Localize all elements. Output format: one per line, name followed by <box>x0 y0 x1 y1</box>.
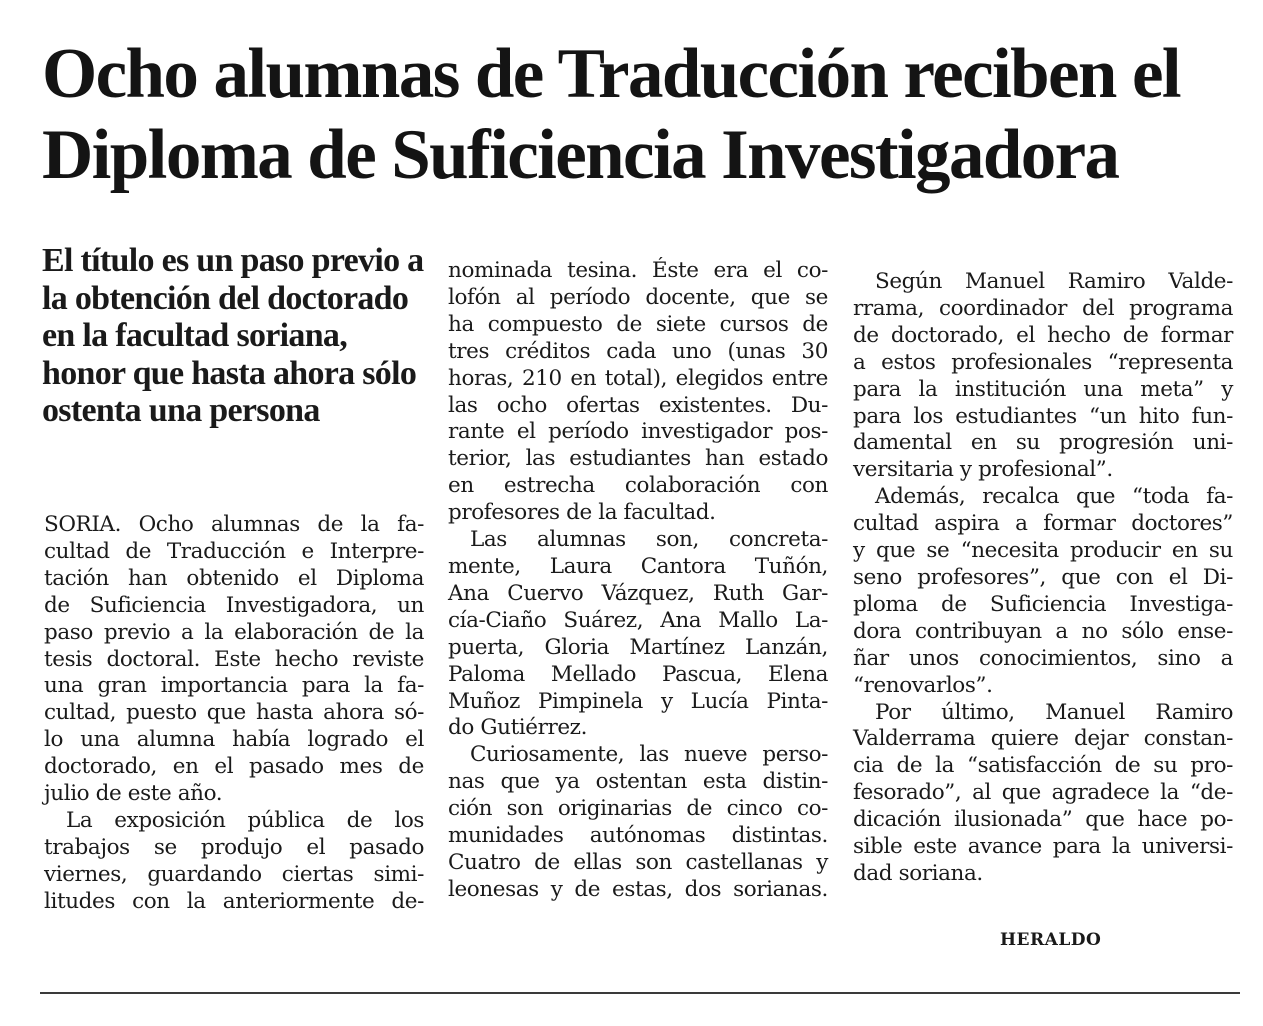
body-line: cia de la “satisfacción de su pro- <box>853 753 1233 779</box>
body-line: las ocho ofertas existentes. Du- <box>448 392 828 418</box>
body-line: a estos profesionales “representa <box>853 349 1233 375</box>
body-line: terior, las estudiantes han estado <box>448 446 828 472</box>
body-line: Además, recalca que “toda fa- <box>875 484 1233 510</box>
body-line: Según Manuel Ramiro Valde- <box>875 269 1233 294</box>
body-line: dora contribuyan a no sólo ense- <box>853 618 1233 644</box>
body-line: en estrecha colaboración con <box>448 473 828 499</box>
body-line: lofón al período docente, que se <box>448 284 828 310</box>
body-line: rrama, coordinador del programa <box>853 295 1233 321</box>
byline: HERALDO <box>1000 930 1102 950</box>
body-line: Por último, Manuel Ramiro <box>875 699 1233 725</box>
article-column-3 <box>853 269 1233 888</box>
body-line: una gran importancia para la fa- <box>44 673 424 699</box>
deck-line: honor que hasta ahora sólo <box>42 354 417 392</box>
deck <box>42 242 422 430</box>
body-line: dad soriana. <box>853 860 983 886</box>
body-line: Curiosamente, las nueve perso- <box>470 742 828 768</box>
body-line: viernes, guardando ciertas simi- <box>44 861 424 887</box>
deck-line: ostenta una persona <box>42 392 320 429</box>
body-line: do Gutiérrez. <box>448 715 588 741</box>
bottom-rule <box>40 992 1240 994</box>
body-line: para la institución una meta” y <box>853 376 1233 402</box>
article-column-1 <box>44 512 424 916</box>
body-line: cía-Ciaño Suárez, Ana Mallo La- <box>448 607 828 633</box>
headline-line: Diploma de Suficiencia Investigadora <box>42 116 1119 194</box>
headline <box>42 34 1242 196</box>
body-line: Valderrama quiere dejar constan- <box>853 726 1233 752</box>
body-line: nominada tesina. Éste era el co- <box>448 258 828 283</box>
body-line: puerta, Gloria Martínez Lanzán, <box>448 634 828 660</box>
body-line: mente, Laura Cantora Tuñón, <box>448 553 828 579</box>
deck-line: El título es un paso previo a <box>42 242 424 279</box>
body-line: nas que ya ostentan esta distin- <box>448 769 828 795</box>
body-line: ploma de Suficiencia Investiga- <box>853 591 1233 617</box>
body-line: julio de este año. <box>44 781 223 807</box>
body-line: cultad de Traducción e Interpre- <box>44 538 424 564</box>
body-line: damental en su progresión uni- <box>853 430 1233 456</box>
body-line: de doctorado, el hecho de formar <box>853 322 1233 348</box>
body-line: Las alumnas son, concreta- <box>470 527 828 553</box>
body-line: fesorado”, al que agradece la “de- <box>853 780 1233 806</box>
body-line: cultad aspira a formar doctores” <box>853 511 1233 537</box>
deck-line: la obtención del doctorado <box>42 279 409 317</box>
body-line: leonesas y de estas, dos sorianas. <box>448 876 828 902</box>
body-line: munidades autónomas distintas. <box>448 823 828 849</box>
body-line: versitaria y profesional”. <box>853 457 1113 483</box>
body-line: para los estudiantes “un hito fun- <box>853 403 1233 429</box>
body-line: ha compuesto de siete cursos de <box>448 311 828 337</box>
body-line: profesores de la facultad. <box>448 500 716 526</box>
body-line: “renovarlos”. <box>853 672 993 698</box>
body-line: sible este avance para la universi- <box>853 834 1233 860</box>
body-line: lo una alumna había logrado el <box>44 727 424 753</box>
body-line: La exposición pública de los <box>66 807 424 833</box>
body-line: SORIA. Ocho alumnas de la fa- <box>44 512 424 537</box>
body-line: horas, 210 en total), elegidos entre <box>448 365 828 391</box>
body-line: seno profesores”, que con el Di- <box>853 564 1233 590</box>
body-line: trabajos se produjo el pasado <box>44 834 424 860</box>
body-line: de Suficiencia Investigadora, un <box>44 592 424 618</box>
article-column-2 <box>448 258 828 904</box>
body-line: litudes con la anteriormente de- <box>44 888 424 914</box>
body-line: paso previo a la elaboración de la <box>44 619 424 645</box>
body-line: doctorado, en el pasado mes de <box>44 754 424 780</box>
body-line: dicación ilusionada” que hace po- <box>853 807 1233 833</box>
body-line: tres créditos cada uno (unas 30 <box>448 338 828 364</box>
body-line: ñar unos conocimientos, sino a <box>853 645 1233 671</box>
body-line: Ana Cuervo Vázquez, Ruth Gar- <box>448 580 828 606</box>
body-line: y que se “necesita producir en su <box>853 538 1233 564</box>
deck-line: en la facultad soriana, <box>42 317 348 354</box>
body-line: cultad, puesto que hasta ahora só- <box>44 700 424 726</box>
body-line: Paloma Mellado Pascua, Elena <box>448 661 828 687</box>
body-line: Muñoz Pimpinela y Lucía Pinta- <box>448 688 828 714</box>
body-line: ción son originarias de cinco co- <box>448 796 828 822</box>
body-line: tación han obtenido el Diploma <box>44 565 424 591</box>
headline-line: Ocho alumnas de Traducción reciben el <box>42 35 1180 113</box>
body-line: rante el período investigador pos- <box>448 419 828 445</box>
body-line: Cuatro de ellas son castellanas y <box>448 849 828 875</box>
body-line: tesis doctoral. Este hecho reviste <box>44 646 424 672</box>
